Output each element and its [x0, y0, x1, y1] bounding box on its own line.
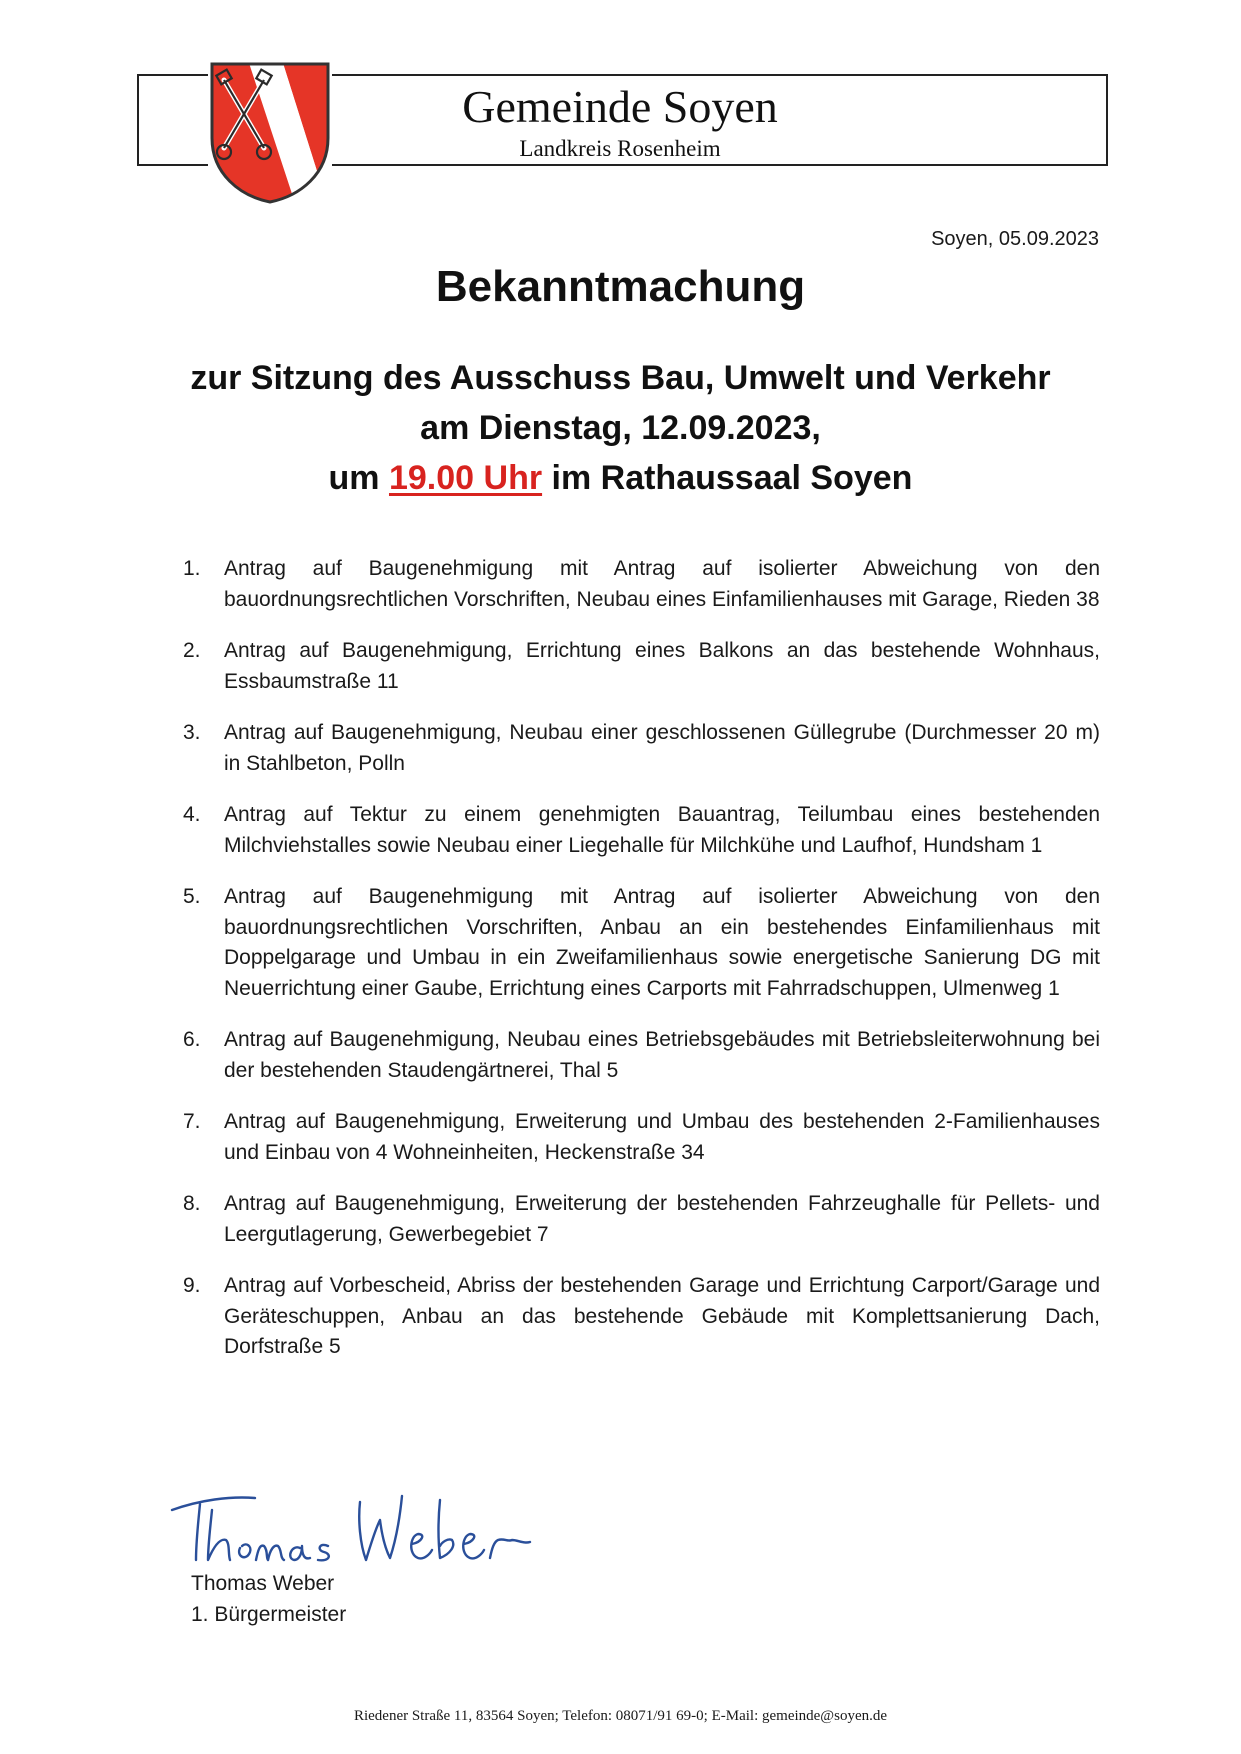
agenda-item-4	[180, 800, 1100, 861]
meeting-time: 19.00 Uhr	[388, 459, 543, 497]
agenda-item-number: 5.	[183, 885, 201, 908]
agenda-item-2	[180, 636, 1100, 697]
handwritten-signature	[160, 1480, 540, 1580]
agenda-item-text: Antrag auf Baugenehmigung mit Antrag auf isolierter Abweichung von den bauordnungsrechtlichen Vorschriften, Neubau eines Einfamilienhauses mit Garage, Rieden 38	[224, 557, 1100, 611]
signer-role: 1. Bürgermeister	[191, 1603, 347, 1626]
agenda-item-text: Antrag auf Baugenehmigung mit Antrag auf isolierter Abweichung von den bauordnungsrechtlichen Vorschriften, Anbau an ein bestehendes Einfamilienhaus mit Doppelgarage und Umbau in ein Zweifamilienhaus sowie energetische Sanierung DG mit Neuerrichtung einer Gaube, Errichtung eines Carports mit Fahrradschuppen, Ulmenweg 1	[224, 885, 1100, 1000]
subtitle-line-3-suffix: im Rathaussaal Soyen	[542, 459, 913, 497]
agenda-item-number: 7.	[183, 1110, 201, 1133]
subtitle-line-1: zur Sitzung des Ausschuss Bau, Umwelt und Verkehr	[190, 359, 1051, 397]
agenda-item-number: 4.	[183, 803, 201, 826]
signer-name: Thomas Weber	[191, 1572, 335, 1595]
subtitle-line-2: am Dienstag, 12.09.2023,	[420, 409, 821, 447]
agenda-item-number: 6.	[183, 1028, 201, 1051]
agenda-item-text: Antrag auf Baugenehmigung, Errichtung eines Balkons an das bestehende Wohnhaus, Essbaumstraße 11	[224, 639, 1100, 693]
agenda-item-number: 1.	[183, 557, 201, 580]
agenda-item-1	[180, 554, 1100, 615]
subtitle-line-3-prefix: um	[328, 459, 389, 497]
agenda-item-number: 3.	[183, 721, 201, 744]
agenda-item-7	[180, 1107, 1100, 1168]
agenda-item-3	[180, 718, 1100, 779]
agenda-item-text: Antrag auf Tektur zu einem genehmigten Bauantrag, Teilumbau eines bestehenden Milchviehstalles sowie Neubau einer Liegehalle für Milchkühe und Laufhof, Hundsham 1	[224, 803, 1100, 857]
agenda-item-9	[180, 1271, 1100, 1363]
agenda-item-8	[180, 1189, 1100, 1250]
agenda-item-5	[180, 882, 1100, 1004]
agenda-item-text: Antrag auf Baugenehmigung, Neubau einer geschlossenen Güllegrube (Durchmesser 20 m) in Stahlbeton, Polln	[224, 721, 1100, 775]
district-name: Landkreis Rosenheim	[519, 136, 721, 161]
place-date: Soyen, 05.09.2023	[931, 228, 1099, 250]
coat-of-arms-icon	[208, 60, 332, 206]
agenda-item-6	[180, 1025, 1100, 1086]
footer-address: Riedener Straße 11, 83564 Soyen; Telefon: 08071/91 69-0; E-Mail: gemeinde@soyen.de	[353, 1708, 888, 1724]
agenda-item-text: Antrag auf Baugenehmigung, Neubau eines Betriebsgebäudes mit Betriebsleiterwohnung bei der bestehenden Staudengärtnerei, Thal 5	[224, 1028, 1100, 1082]
agenda-item-number: 8.	[183, 1192, 201, 1215]
agenda-item-number: 9.	[183, 1274, 201, 1297]
agenda-item-text: Antrag auf Baugenehmigung, Erweiterung und Umbau des bestehenden 2-Familienhauses und Einbau von 4 Wohneinheiten, Heckenstraße 34	[224, 1110, 1100, 1164]
agenda-list	[180, 554, 1100, 1384]
document-title: Bekanntmachung	[435, 262, 806, 311]
agenda-item-text: Antrag auf Vorbescheid, Abriss der bestehenden Garage und Errichtung Carport/Garage und Geräteschuppen, Anbau an das bestehende Gebäude mit Komplettsanierung Dach, Dorfstraße 5	[224, 1274, 1100, 1358]
agenda-item-text: Antrag auf Baugenehmigung, Erweiterung der bestehenden Fahrzeughalle für Pellets- und Leergutlagerung, Gewerbegebiet 7	[224, 1192, 1100, 1246]
agenda-item-number: 2.	[183, 639, 201, 662]
subtitle-line-3	[0, 458, 1241, 498]
org-name: Gemeinde Soyen	[462, 81, 778, 132]
